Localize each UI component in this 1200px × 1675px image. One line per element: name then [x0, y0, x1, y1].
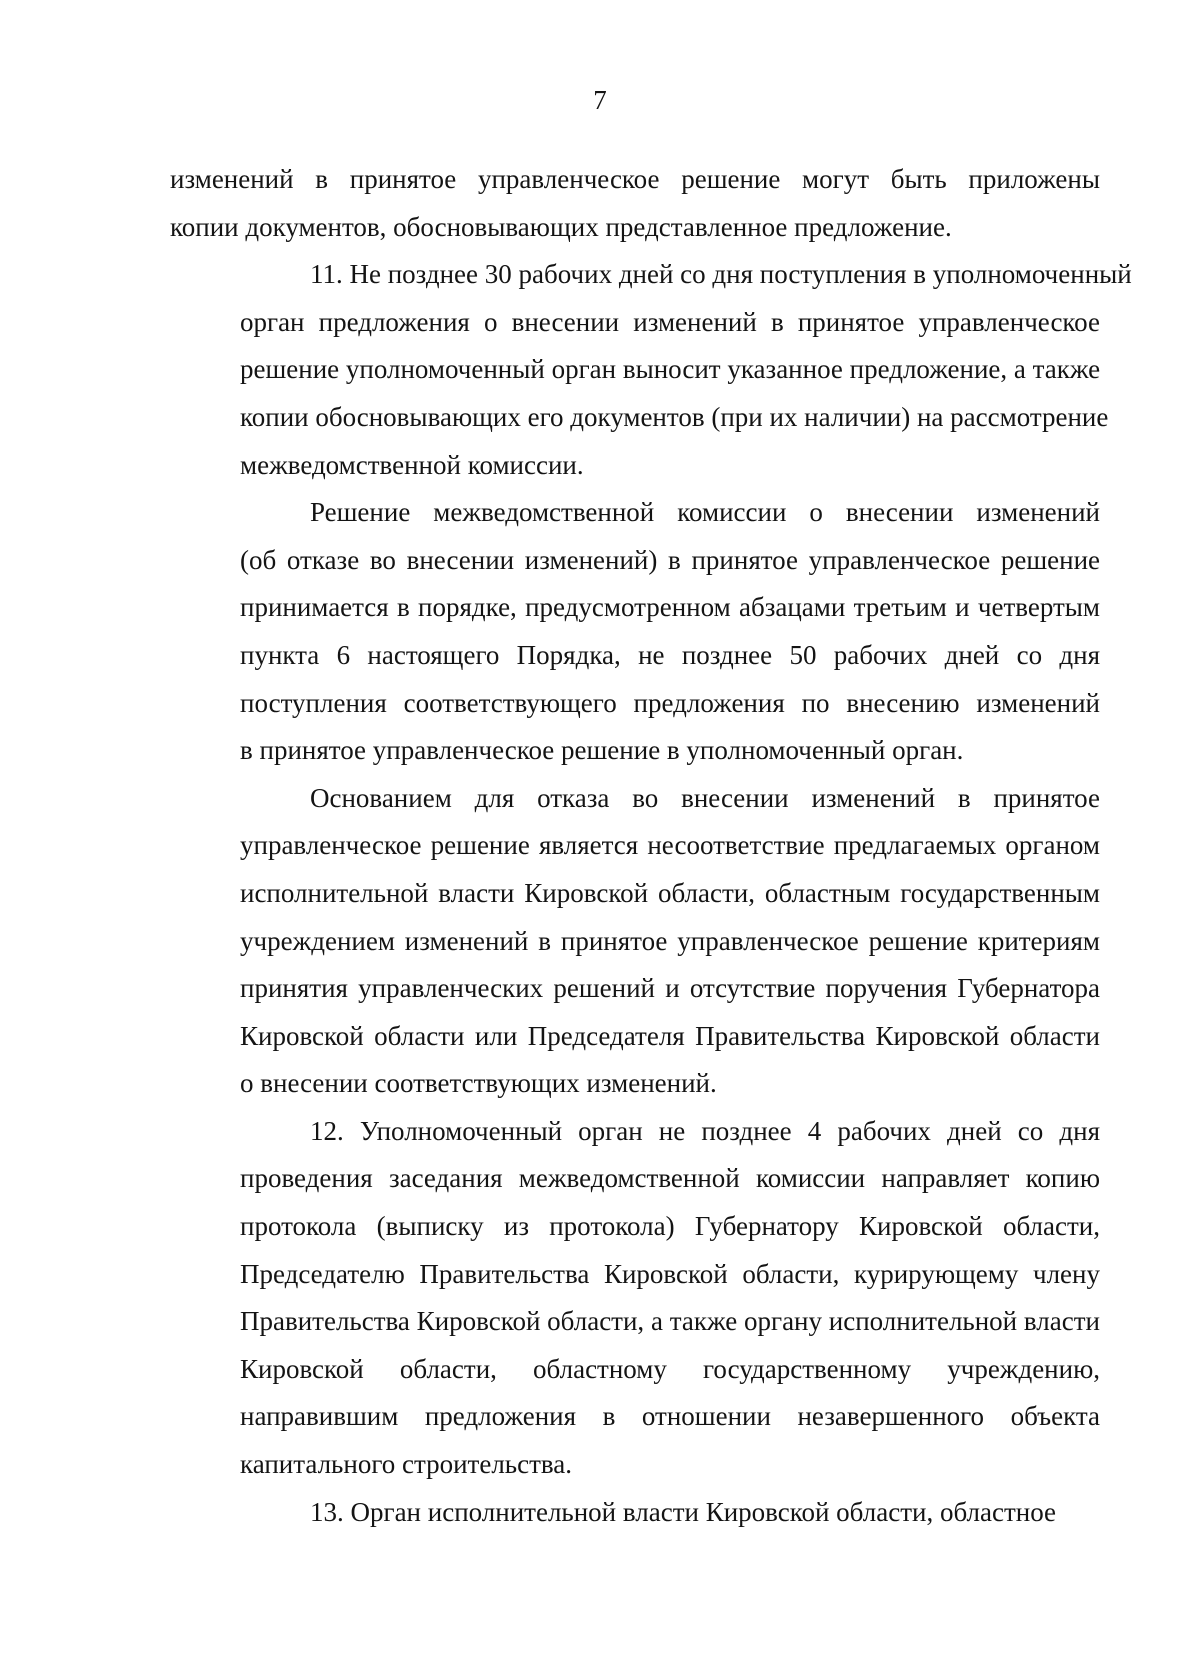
text-line: Председателю Правительства Кировской области, курирующему члену — [240, 1258, 1100, 1289]
text-line: протокола (выписку из протокола) Губернатору Кировской области, — [240, 1211, 1100, 1242]
paragraph — [170, 1108, 1100, 1489]
paragraph — [170, 775, 1100, 1108]
text-line: решение уполномоченный орган выносит указанное предложение, а также — [240, 354, 1101, 385]
text-line: проведения заседания межведомственной комиссии направляет копию — [240, 1163, 1100, 1194]
text-line: о внесении соответствующих изменений. — [240, 1068, 717, 1099]
text-line: управленческое решение является несоответствие предлагаемых органом — [240, 830, 1100, 861]
text-line: поступления соответствующего предложения по внесению изменений — [240, 687, 1100, 718]
text-line: изменений в принятое управленческое решение могут быть приложены — [170, 164, 1100, 194]
text-line: копии обосновывающих его документов (при их наличии) на рассмотрение — [240, 401, 1109, 432]
text-line: копии документов, обосновывающих представленное предложение. — [170, 211, 952, 242]
text-line: направившим предложения в отношении незавершенного объекта — [240, 1401, 1100, 1432]
text-line: пункта 6 настоящего Порядка, не позднее 50 рабочих дней со дня — [240, 639, 1100, 670]
text-line: учреждением изменений в принятое управленческое решение критериям — [240, 925, 1100, 956]
text-line: в принятое управленческое решение в уполномоченный орган. — [240, 735, 964, 766]
text-line: капитального строительства. — [240, 1449, 573, 1480]
document-body — [170, 156, 1132, 1536]
paragraph — [170, 489, 1100, 775]
text-line: принятия управленческих решений и отсутствие поручения Губернатора — [240, 973, 1100, 1004]
text-line: орган предложения о внесении изменений в принятое управленческое — [240, 306, 1100, 337]
text-line: межведомственной комиссии. — [240, 449, 584, 480]
paragraph — [170, 251, 1132, 489]
paragraph — [170, 1489, 1100, 1537]
text-line: принимается в порядке, предусмотренном абзацами третьим и четвертым — [240, 592, 1100, 623]
text-line: Кировской области или Председателя Правительства Кировской области — [240, 1020, 1100, 1051]
text-line: 12. Уполномоченный орган не позднее 4 рабочих дней со дня — [310, 1115, 1100, 1146]
page-number: 7 — [593, 85, 607, 115]
text-line: Кировской области, областному государственному учреждению, — [240, 1353, 1100, 1384]
text-line: 11. Не позднее 30 рабочих дней со дня поступления в уполномоченный — [310, 259, 1132, 290]
text-line: исполнительной власти Кировской области, областным государственным — [240, 877, 1100, 908]
text-line: (об отказе во внесении изменений) в принятое управленческое решение — [240, 544, 1100, 575]
text-line: 13. Орган исполнительной власти Кировской области, областное — [310, 1496, 1057, 1527]
text-line: Решение межведомственной комиссии о внесении изменений — [310, 497, 1100, 528]
text-line: Основанием для отказа во внесении изменений в принятое — [310, 782, 1100, 813]
paragraph — [170, 156, 1100, 251]
text-line: Правительства Кировской области, а также органу исполнительной власти — [240, 1306, 1100, 1337]
